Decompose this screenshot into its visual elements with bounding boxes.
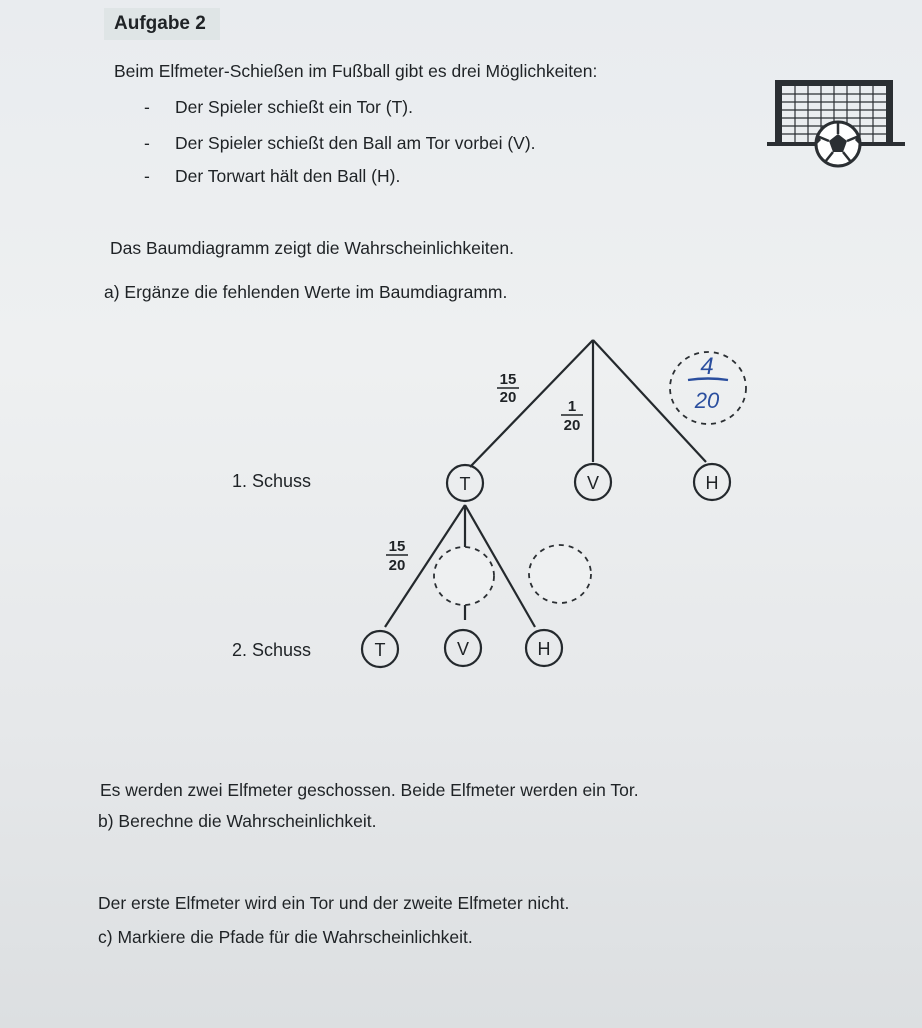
handwritten-numerator: 4 bbox=[700, 353, 714, 380]
svg-text:20: 20 bbox=[388, 557, 406, 574]
row-label-schuss-2: 2. Schuss bbox=[232, 640, 312, 660]
part-b-instruction: b) Berechne die Wahrscheinlichkeit. bbox=[98, 811, 377, 831]
svg-text:20: 20 bbox=[499, 389, 517, 406]
bullet-dash: - bbox=[144, 133, 150, 153]
node-level1-T bbox=[447, 465, 483, 501]
svg-text:V: V bbox=[456, 639, 470, 659]
part-a-instruction: a) Ergänze die fehlenden Werte im Baumdiagramm. bbox=[104, 282, 508, 302]
goal-ball-illustration bbox=[765, 72, 907, 172]
svg-text:V: V bbox=[586, 473, 600, 493]
fraction-level1-T bbox=[497, 371, 519, 406]
bullet-dash: - bbox=[144, 166, 150, 186]
option-gehalten: Der Torwart hält den Ball (H). bbox=[175, 166, 401, 186]
option-tor: Der Spieler schießt ein Tor (T). bbox=[175, 97, 413, 117]
svg-text:20: 20 bbox=[563, 417, 581, 434]
node-level2-H bbox=[526, 630, 562, 666]
svg-text:15: 15 bbox=[388, 538, 406, 555]
soccer-ball-icon bbox=[816, 122, 860, 166]
svg-text:T: T bbox=[459, 474, 471, 494]
part-c-instruction: c) Markiere die Pfade für die Wahrscheinlichkeit. bbox=[98, 927, 473, 947]
scenario-b-text: Es werden zwei Elfmeter geschossen. Beide Elfmeter werden ein Tor. bbox=[100, 780, 639, 800]
task-title bbox=[104, 8, 220, 40]
diagram-description: Das Baumdiagramm zeigt die Wahrscheinlichkeiten. bbox=[110, 238, 514, 258]
svg-text:H: H bbox=[537, 639, 551, 659]
svg-text:H: H bbox=[705, 473, 719, 493]
node-level2-T bbox=[362, 631, 398, 667]
answer-circle-level2-V bbox=[434, 547, 494, 605]
row-label-schuss-1: 1. Schuss bbox=[232, 471, 312, 491]
svg-text:15: 15 bbox=[499, 371, 517, 388]
svg-text:T: T bbox=[374, 640, 386, 660]
node-level1-H bbox=[694, 464, 730, 500]
intro-text: Beim Elfmeter-Schießen im Fußball gibt es drei Möglichkeiten: bbox=[114, 61, 598, 81]
fraction-level2-T bbox=[386, 538, 408, 574]
node-level2-V bbox=[445, 630, 481, 666]
fraction-level1-V bbox=[561, 398, 583, 434]
bullet-dash: - bbox=[144, 97, 150, 117]
handwritten-denominator: 20 bbox=[694, 388, 720, 413]
svg-text:1: 1 bbox=[567, 398, 577, 415]
task-title-text: Aufgabe 2 bbox=[114, 13, 206, 34]
option-vorbei: Der Spieler schießt den Ball am Tor vorbei (V). bbox=[175, 133, 536, 153]
fraction-level1-H bbox=[670, 352, 746, 424]
tree-diagram bbox=[0, 330, 922, 690]
scenario-c-text: Der erste Elfmeter wird ein Tor und der zweite Elfmeter nicht. bbox=[98, 893, 570, 913]
answer-circle-level2-H bbox=[529, 545, 591, 603]
branch-H bbox=[593, 340, 706, 462]
node-level1-V bbox=[575, 464, 611, 500]
